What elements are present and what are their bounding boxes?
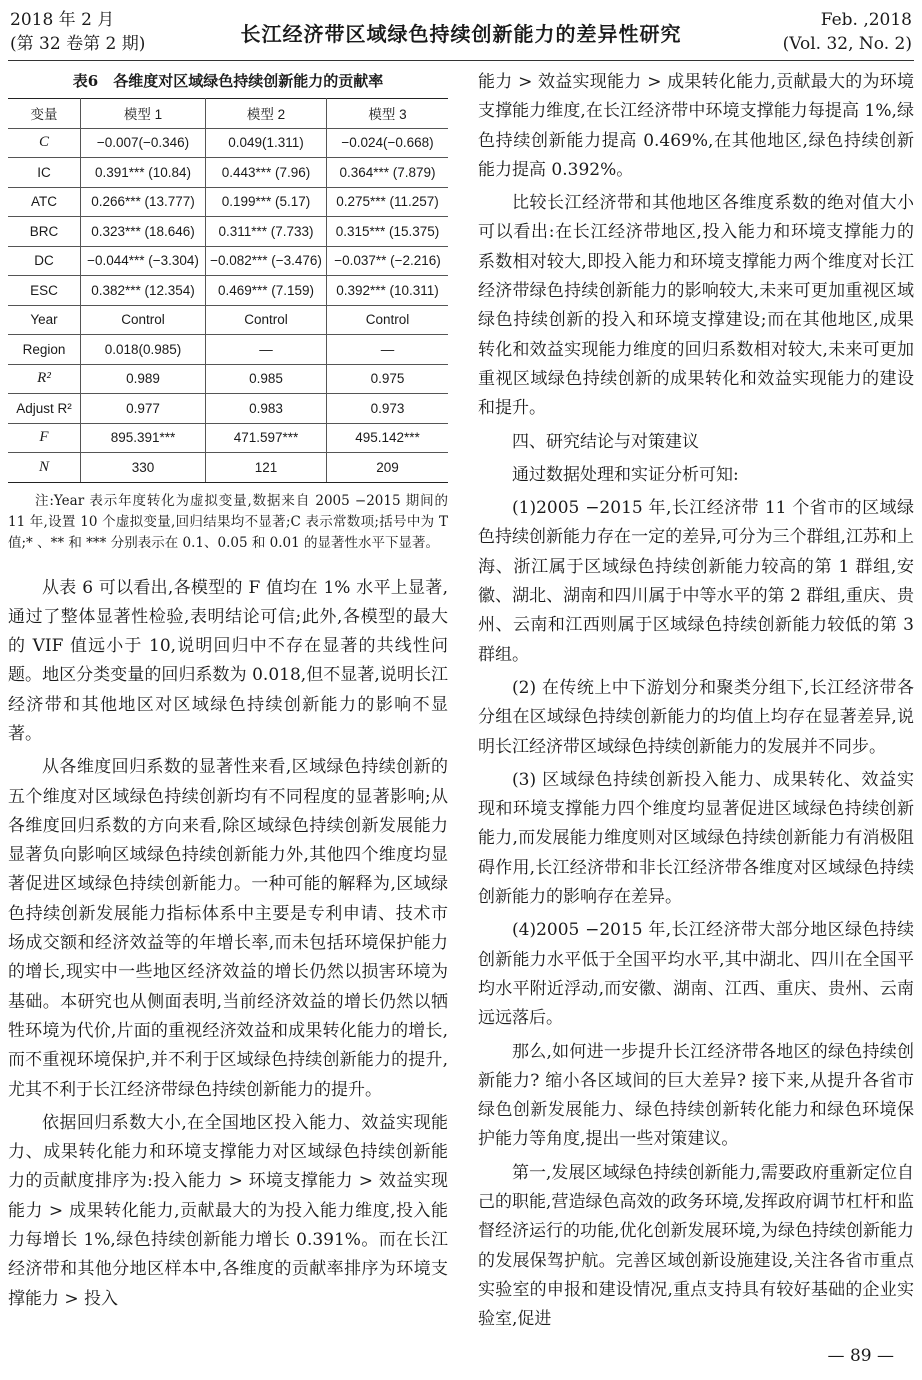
table-row <box>8 453 448 483</box>
table-row <box>8 423 448 453</box>
table-cell: 0.364*** (7.879) <box>327 158 449 188</box>
table-header-row <box>8 99 448 129</box>
regression-table <box>8 98 448 483</box>
table-cell: 0.989 <box>81 364 206 394</box>
table-cell: ESC <box>8 276 81 306</box>
table-cell: −0.007(−0.346) <box>81 128 206 158</box>
table-cell: 0.323*** (18.646) <box>81 217 206 247</box>
table-cell: −0.037** (−2.216) <box>327 246 449 276</box>
header-volume-line1: Feb. ,2018 <box>820 10 912 30</box>
table-cell: 0.983 <box>206 394 327 424</box>
table-cell: 0.391*** (10.84) <box>81 158 206 188</box>
table-cell: IC <box>8 158 81 188</box>
table-cell: −0.024(−0.668) <box>327 128 449 158</box>
table-caption: 表6 各维度对区域绿色持续创新能力的贡献率 <box>72 72 384 90</box>
table-cell: N <box>8 453 81 483</box>
body-paragraph: 依据回归系数大小,在全国地区投入能力、效益实现能力、成果转化能力和环境支撑能力对区域绿色持续创新能力的贡献度排序为:投入能力 > 环境支撑能力 > 效益实现能力 > 成果转化能力,贡献最大的为投入能力维度,投入能力每增长 1%,绿色持续创新能力增长 0.391%。而在长江经济带和其他分地区样本中,各维度的贡献率排序为环境支撑能力 > 投入 <box>8 1112 448 1309</box>
table-cell: 471.597*** <box>206 423 327 453</box>
table-cell: 0.392*** (10.311) <box>327 276 449 306</box>
header-date-line2: (第 32 卷第 2 期) <box>10 34 146 54</box>
table-cell: R² <box>8 364 81 394</box>
table-header-cell: 变量 <box>8 99 81 129</box>
table-cell: −0.044*** (−3.304) <box>81 246 206 276</box>
body-paragraph: 从表 6 可以看出,各模型的 F 值均在 1% 水平上显著,通过了整体显著性检验,表明结论可信;此外,各模型的最大的 VIF 值远小于 10,说明回归中不存在显著的共线性问题。地区分类变量的回归系数为 0.018,但不显著,说明长江经济带和其他地区对区域绿色持续创新能力的影响不显著。 <box>8 577 448 744</box>
table-cell: Adjust R² <box>8 394 81 424</box>
table-row <box>8 246 448 276</box>
table-cell: 121 <box>206 453 327 483</box>
conclusion-paragraph: (3) 区域绿色持续创新投入能力、成果转化、效益实现和环境支撑能力四个维度均显著促进区域绿色持续创新能力,而发展能力维度则对区域绿色持续创新能力有消极阻碍作用,长江经济带和非长江经济带各维度对区域绿色持续创新能力的影响存在差异。 <box>478 769 914 908</box>
table-cell: Year <box>8 305 81 335</box>
table-cell: 0.266*** (13.777) <box>81 187 206 217</box>
table-cell: 0.315*** (15.375) <box>327 217 449 247</box>
right-column <box>478 68 914 1338</box>
table-cell: — <box>327 335 449 365</box>
table-cell: 0.311*** (7.733) <box>206 217 327 247</box>
table-header-cell: 模型 3 <box>327 99 449 129</box>
table-row <box>8 364 448 394</box>
header-rule <box>8 60 914 61</box>
table-cell: 0.973 <box>327 394 449 424</box>
table-row <box>8 128 448 158</box>
table-cell: Control <box>327 305 449 335</box>
left-column <box>8 68 448 1318</box>
table-cell: 0.975 <box>327 364 449 394</box>
body-paragraph: 第一,发展区域绿色持续创新能力,需要政府重新定位自己的职能,营造绿色高效的政务环境,发挥政府调节杠杆和监督经济运行的功能,优化创新发展环境,为绿色持续创新能力的发展保驾护航。完善区域创新设施建设,关注各省市重点实验室的申报和建设情况,重点支持具有较好基础的企业实验室,促进 <box>478 1162 914 1330</box>
table-cell: 0.382*** (12.354) <box>81 276 206 306</box>
header-title: 长江经济带区域绿色持续创新能力的差异性研究 <box>240 22 682 46</box>
table-cell: Control <box>206 305 327 335</box>
table-cell: Control <box>81 305 206 335</box>
table-cell: 895.391*** <box>81 423 206 453</box>
table-cell: 495.142*** <box>327 423 449 453</box>
header-volume <box>783 8 912 56</box>
table-cell: 0.199*** (5.17) <box>206 187 327 217</box>
table-cell: ATC <box>8 187 81 217</box>
table-cell: 0.275*** (11.257) <box>327 187 449 217</box>
table-cell: 209 <box>327 453 449 483</box>
header-date-line1: 2018 年 2 月 <box>10 10 115 30</box>
body-paragraph: 从各维度回归系数的显著性来看,区域绿色持续创新的五个维度对区域绿色持续创新均有不同程度的显著影响;从各维度回归系数的方向来看,除区域绿色持续创新发展能力显著负向影响区域绿色持续创新能力外,其他四个维度均显著促进区域绿色持续创新能力。一种可能的解释为,区域绿色持续创新发展能力指标体系中主要是专利申请、技术市场成交额和经济效益等的年增长率,而未包括环境保护能力的增长,现实中一些地区经济效益的增长仍然以损害环境为基础。本研究也从侧面表明,当前经济效益的增长仍然以牺牲环境为代价,片面的重视经济效益和成果转化能力的增长,而不重视环境保护,并不利于区域绿色持续创新能力的提升,尤其不利于长江经济带绿色持续创新能力的提升。 <box>8 757 448 1100</box>
table-cell: 330 <box>81 453 206 483</box>
table-row <box>8 305 448 335</box>
table-cell: 0.049(1.311) <box>206 128 327 158</box>
body-paragraph: 比较长江经济带和其他地区各维度系数的绝对值大小可以看出:在长江经济带地区,投入能力和环境支撑能力的系数相对较大,即投入能力和环境支撑能力两个维度对长江经济带绿色持续创新能力的影响较大,未来可更加重视区域绿色持续创新的投入和环境支撑建设;而在其他地区,成果转化和效益实现能力维度的回归系数相对较大,未来可更加重视区域绿色持续创新的成果转化和效益实现能力的建设和提升。 <box>478 193 914 419</box>
table-cell: C <box>8 128 81 158</box>
table-row <box>8 217 448 247</box>
header-volume-line2: (Vol. 32, No. 2) <box>782 34 912 54</box>
conclusion-paragraph: (4)2005 −2015 年,长江经济带大部分地区绿色持续创新能力水平低于全国平均水平,其中湖北、四川在全国平均水平附近浮动,而安徽、湖南、江西、重庆、贵州、云南远远落后。 <box>478 920 914 1029</box>
body-paragraph: 那么,如何进一步提升长江经济带各地区的绿色持续创新能力? 缩小各区域间的巨大差异? 接下来,从提升各省市绿色创新发展能力、绿色持续创新转化能力和绿色环境保护能力等角度,提出一些对策建议。 <box>478 1041 914 1150</box>
table-row <box>8 394 448 424</box>
table-cell: 0.443*** (7.96) <box>206 158 327 188</box>
conclusion-paragraph: (1)2005 −2015 年,长江经济带 11 个省市的区域绿色持续创新能力存在一定的差异,可分为三个群组,江苏和上海、浙江属于区域绿色持续创新能力较高的第 1 群组,安徽、湖北、湖南和四川属于中等水平的第 2 群组,重庆、贵州、云南和江西则属于区域绿色持续创新能力较低的第 3 群组。 <box>478 498 914 665</box>
table-cell: DC <box>8 246 81 276</box>
table-cell: BRC <box>8 217 81 247</box>
table-row <box>8 335 448 365</box>
table-cell: — <box>206 335 327 365</box>
table-cell: 0.985 <box>206 364 327 394</box>
table-row <box>8 276 448 306</box>
table-note: 注:Year 表示年度转化为虚拟变量,数据来自 2005 −2015 期间的 11 年,设置 10 个虚拟变量,回归结果均不显著;C 表示常数项;括号中为 T 值;* 、** 和 *** 分别表示在 0.1、0.05 和 0.01 的显著性水平下显著。 <box>8 492 448 551</box>
table-cell: Region <box>8 335 81 365</box>
page-number: — 89 — <box>827 1346 894 1366</box>
table-cell: F <box>8 423 81 453</box>
section-heading: 四、研究结论与对策建议 <box>512 431 699 452</box>
table-cell: 0.977 <box>81 394 206 424</box>
table-cell: 0.469*** (7.159) <box>206 276 327 306</box>
table-row <box>8 158 448 188</box>
body-paragraph: 能力 > 效益实现能力 > 成果转化能力,贡献最大的为环境支撑能力维度,在长江经济带中环境支撑能力每提高 1%,绿色持续创新能力提高 0.469%,在其他地区,绿色持续创新能力提高 0.392%。 <box>478 72 914 180</box>
conclusion-paragraph: (2) 在传统上中下游划分和聚类分组下,长江经济带各分组在区域绿色持续创新能力的均值上均存在显著差异,说明长江经济带区域绿色持续创新能力的发展并不同步。 <box>478 677 914 757</box>
section-intro: 通过数据处理和实证分析可知: <box>512 464 739 485</box>
table-row <box>8 187 448 217</box>
table-header-cell: 模型 1 <box>81 99 206 129</box>
table-cell: 0.018(0.985) <box>81 335 206 365</box>
table-header-cell: 模型 2 <box>206 99 327 129</box>
running-header <box>0 0 922 64</box>
table-cell: −0.082*** (−3.476) <box>206 246 327 276</box>
